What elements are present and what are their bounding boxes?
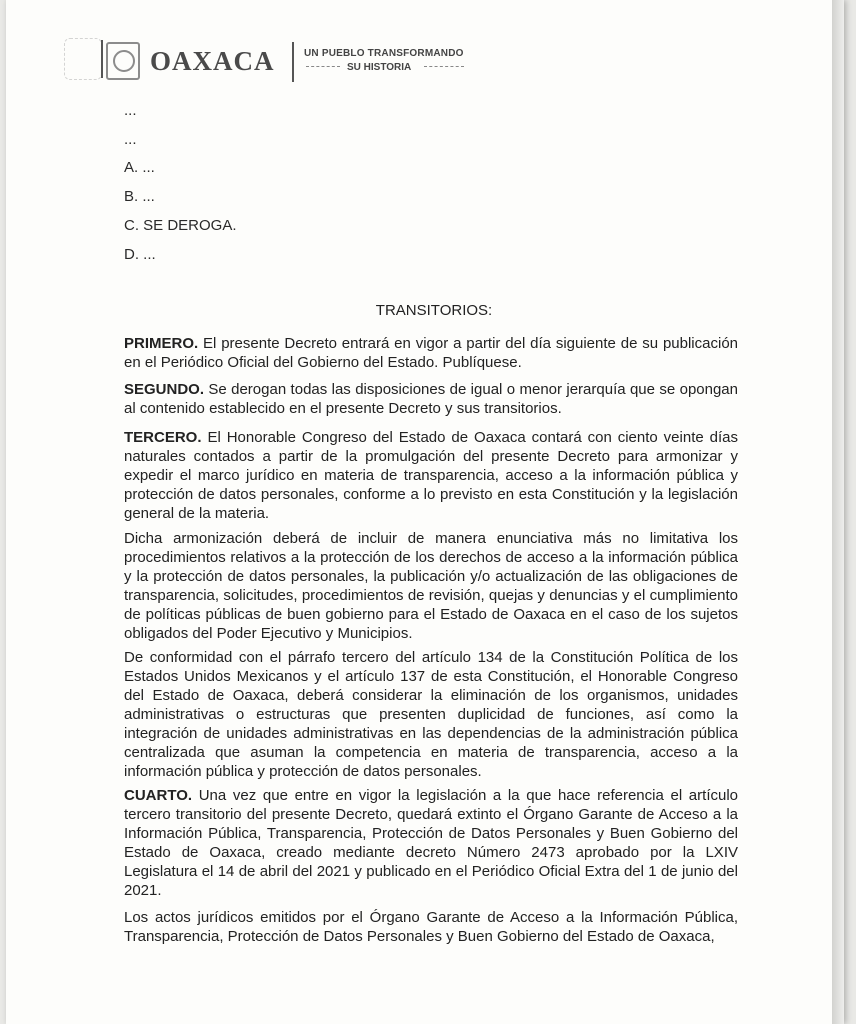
page-edge-shadow xyxy=(832,0,844,1024)
slogan-line-2: SU HISTORIA xyxy=(347,62,412,73)
paragraph-cuarto xyxy=(124,786,738,900)
paragraph xyxy=(124,648,738,781)
list-item: D. ... xyxy=(124,246,156,263)
list-item: B. ... xyxy=(124,188,155,205)
paragraph-segundo xyxy=(124,380,738,418)
paragraph-lead: PRIMERO. xyxy=(124,335,199,352)
letterhead xyxy=(64,36,504,86)
slogan-line-1: UN PUEBLO TRANSFORMANDO xyxy=(304,48,464,59)
paragraph-text: El Honorable Congreso del Estado de Oaxaca contará con ciento veinte días naturales contados a partir de la promulgación del presente Decreto para armonizar y expedir el marco jurídico en materia de transparencia, acceso a la información pública y protección de datos personales, conforme a lo previsto en esta Constitución y la legislación general de la materia. xyxy=(124,429,738,522)
list-item: ... xyxy=(124,131,137,148)
paragraph-lead: CUARTO. xyxy=(124,787,193,804)
paragraph-tercero xyxy=(124,428,738,523)
faded-seal-icon xyxy=(64,38,102,80)
paragraph-text: De conformidad con el párrafo tercero del artículo 134 de la Constitución Política de los Estados Unidos Mexicanos y el artículo 137 de esta Constitución, el Honorable Congreso del Estado de Oaxaca, deberá considerar la eliminación de los organismos, unidades administrativas o estructuras que presenten duplicidad de funciones, así como la integración de unidades administrativas en las dependencias de la administración pública centralizada que asuman la competencia en materia de transparencia, acceso a la información pública y protección de datos personales. xyxy=(124,649,738,780)
list-item: A. ... xyxy=(124,159,155,176)
section-heading: TRANSITORIOS: xyxy=(375,302,493,319)
document-page xyxy=(6,0,844,1024)
paragraph-text: Una vez que entre en vigor la legislación a la que hace referencia el artículo tercero transitorio del presente Decreto, quedará extinto el Órgano Garante de Acceso a la Información Pública, Transparencia, Protección de Datos Personales y Buen Gobierno del Estado de Oaxaca, creado mediante decreto Número 2473 aprobado por la LXIV Legislatura el 14 de abril del 2021 y publicado en el Periódico Oficial Extra del 1 de junio del 2021. xyxy=(124,787,738,899)
slogan-decoration xyxy=(424,66,464,68)
paragraph xyxy=(124,908,738,946)
coat-of-arms-icon xyxy=(106,42,140,80)
paragraph-primero xyxy=(124,334,738,372)
paragraph xyxy=(124,529,738,643)
divider xyxy=(101,40,103,78)
paragraph-lead: SEGUNDO. xyxy=(124,381,205,398)
paragraph-text: Los actos jurídicos emitidos por el Órgano Garante de Acceso a la Información Pública, Transparencia, Protección de Datos Personales y Buen Gobierno del Estado de Oaxaca, xyxy=(124,909,738,945)
list-item: ... xyxy=(124,102,137,119)
paragraph-text: Se derogan todas las disposiciones de igual o menor jerarquía que se opongan al contenido establecido en el presente Decreto y sus transitorios. xyxy=(124,381,738,417)
brand-name: OAXACA xyxy=(150,46,275,76)
slogan-decoration xyxy=(306,66,340,68)
paragraph-text: Dicha armonización deberá de incluir de manera enunciativa más no limitativa los procedimientos relativos a la protección de los derechos de acceso a la información pública y la protección de datos personales, la publicación y/o actualización de las obligaciones de transparencia, solicitudes, procedimientos de revisión, quejas y denuncias y el cumplimiento de políticas públicas de buen gobierno para el Estado de Oaxaca en el caso de los sujetos obligados del Poder Ejecutivo y Municipios. xyxy=(124,530,738,642)
paragraph-text: El presente Decreto entrará en vigor a partir del día siguiente de su publicación en el Periódico Oficial del Gobierno del Estado. Publíquese. xyxy=(124,335,738,371)
divider xyxy=(292,42,294,82)
list-item: C. SE DEROGA. xyxy=(124,217,237,234)
paragraph-lead: TERCERO. xyxy=(124,429,202,446)
